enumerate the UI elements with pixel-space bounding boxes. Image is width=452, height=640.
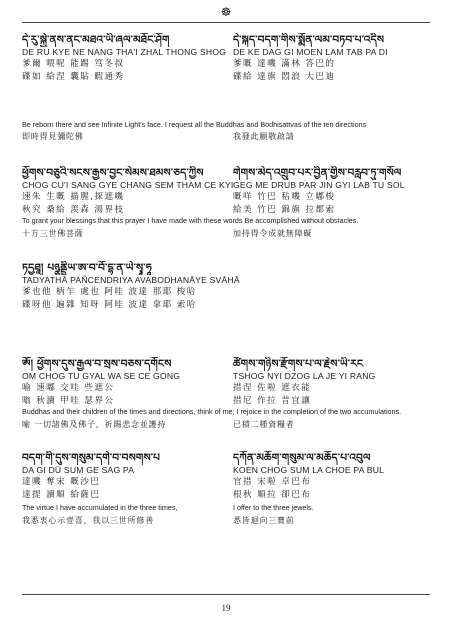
tibetan-text: བདག་གི་དུས་གསུམ་དགེ་བ་བསགས་པ: [22, 452, 161, 464]
english-translation: Be reborn there and see Infinite Light's face. I request all the Buddhas and Bodhisattvas of the ten directions: [22, 120, 367, 129]
transliteration: OM CHOG TU GYAL WA SE CE GONG: [22, 371, 181, 381]
chinese-phonetic: 爹爾 喂呢 能踢 笃冬叔: [22, 59, 125, 69]
chinese-phonetic: 秋究 桑給 羨森 湯界枝: [22, 205, 125, 215]
verse-2-translation: [22, 216, 358, 226]
verse-2-left: [22, 166, 233, 217]
chinese-phonetic: 碟呀他 遍雜 知呀 阿哇 波達 拿耶 索哈: [22, 300, 197, 310]
verse-4-left: [22, 357, 222, 408]
tibetan-text: ཕྱོགས་བཅུའི་སངས་རྒྱས་བྱང་སེམས་ཐམས་ཅད་ཀྱིས: [22, 167, 204, 179]
chinese-phonetic: 根秋 順拉 卻巴布: [233, 490, 312, 500]
tibetan-text: ཨོཾ། ཕྱོགས་དུས་རྒྱལ་བ་སྲས་བཅས་དགོངས: [22, 358, 172, 370]
english-translation: The virtue I have accumulated in the three times,: [22, 503, 178, 512]
verse-5-left: [22, 451, 222, 526]
tibetan-text: དེ་སྐད་བདག་གིས་སྨོན་ལམ་བཏབ་པ་འདིས: [233, 34, 385, 46]
chinese-translation-left: 即時得見彌陀佛: [22, 132, 84, 141]
chinese-phonetic: 給美 竹巴 錦旗 拉都索: [233, 205, 336, 215]
transliteration: CHOG CU'I SANG GYE CHANG SEM THAM CE KYI: [22, 180, 234, 190]
verse-1-left: [22, 33, 226, 84]
tibetan-text: ཚོགས་གཉིས་རྫོགས་པ་ལ་རྗེས་ཡི་རང: [233, 358, 364, 370]
english-translation: To grant your blessings that this prayer I have made with these words Be accomplished without obstacles.: [22, 216, 359, 225]
transliteration: TADYATHĀ PAÑCENDRIYA AVABODHANĀYE SVĀHĀ: [22, 275, 240, 285]
chinese-phonetic: 爹也他 柄乍 處也 阿哇 波達 那耶 梭哈: [22, 287, 197, 297]
chinese-phonetic: 措尼 作拉 昔宜讓: [233, 396, 312, 406]
transliteration: DE RU KYE NE NANG THA'I ZHAL THONG SHOG: [22, 47, 227, 57]
chinese-phonetic: 喻 速嘟 交哇 些遮公: [22, 383, 115, 393]
dharma-wheel-ornament: ☸: [220, 5, 232, 19]
tibetan-text: གེགས་མེད་འགྲུབ་པར་བྱིན་གྱིས་བརླབ་ཏུ་གསོལ: [233, 167, 402, 179]
chinese-translation-right: 我發此願敬啟請: [233, 132, 295, 141]
chinese-phonetic: 速朱 生嘅 描腥,探遮嘰: [22, 192, 125, 202]
chinese-phonetic: 官措 宋啦 卓巴布: [233, 477, 312, 487]
tibetan-text: དཀོན་མཆོག་གསུམ་ལ་མཆོད་པ་འབུལ: [233, 452, 371, 464]
transliteration: DA GI DÜ SUM GE SAG PA: [22, 465, 135, 475]
page-number: 19: [221, 603, 231, 613]
verse-1-translation: [22, 120, 366, 130]
chinese-translation-left: 十方三世佛菩薩: [22, 229, 84, 238]
chinese-translation-left: 喻 一切諸佛及佛子，祈賜悲念並護持: [22, 420, 167, 429]
verse-5-right: [233, 451, 430, 526]
chinese-translation: 悉皆迴向三寶前: [233, 516, 295, 525]
chinese-phonetic: 碟如 給涅 囊貼 暇通秀: [22, 72, 125, 82]
tibetan-text: ཏདྱཐཱ། པཉྩནྡྲིཡ་ཨ་བ་བོ་དྷ་ན་ཡེ་སྭཱ་ཧཱ: [22, 262, 152, 274]
verse-2-right: [233, 166, 430, 217]
chinese-phonetic: 嘅咩 竹巴 秥嘰 立嘟梭: [233, 192, 336, 202]
chinese-phonetic: 達提 讀順 給薩巴: [22, 490, 101, 500]
chinese-phonetic: 爹嘅 達嘰 滿林 答巴的: [233, 59, 336, 69]
verse-4-right: [233, 357, 430, 408]
english-translation: I offer to the three jewels.: [233, 503, 314, 512]
tibetan-text: དེ་རུ་སྐྱེ་ནས་ནང་མཐའ་ཡི་ཞལ་མཐོང་ཤོག: [22, 34, 170, 46]
verse-3-dharani: [22, 261, 322, 312]
chinese-translation-right: 加持得令成就無障礙: [233, 229, 313, 238]
verse-4-translation: [22, 407, 401, 417]
transliteration: TSHOG NYI DZOG LA JE YI RANG: [233, 371, 376, 381]
bottom-rule: [22, 594, 430, 595]
chinese-phonetic: 達嘰 奪宋 嘅沙巴: [22, 477, 101, 487]
transliteration: KOEN CHOG SUM LA CHOE PA BUL: [233, 465, 385, 475]
top-rule: [22, 22, 430, 23]
transliteration: GEG ME DRUB PAR JIN GYI LAB TU SOL: [233, 180, 405, 190]
chinese-phonetic: 嗡 秋讀 甲哇 瑟界公: [22, 396, 115, 406]
chinese-phonetic: 措涅 佐啦 遮衣能: [233, 383, 312, 393]
transliteration: DE KE DAG GI MOEN LAM TAB PA DI: [233, 47, 388, 57]
chinese-phonetic: 碟給 達旗 悶浪 大巴迪: [233, 72, 336, 82]
verse-1-right: [233, 33, 430, 84]
english-translation: Buddhas and their children of the times and directions, think of me; I rejoice in the completion of the two accumulations.: [22, 407, 402, 416]
chinese-translation-right: 已積二種資糧者: [233, 420, 295, 429]
chinese-translation: 我悉衷心示壹喜，我以三世所修善: [22, 516, 154, 525]
